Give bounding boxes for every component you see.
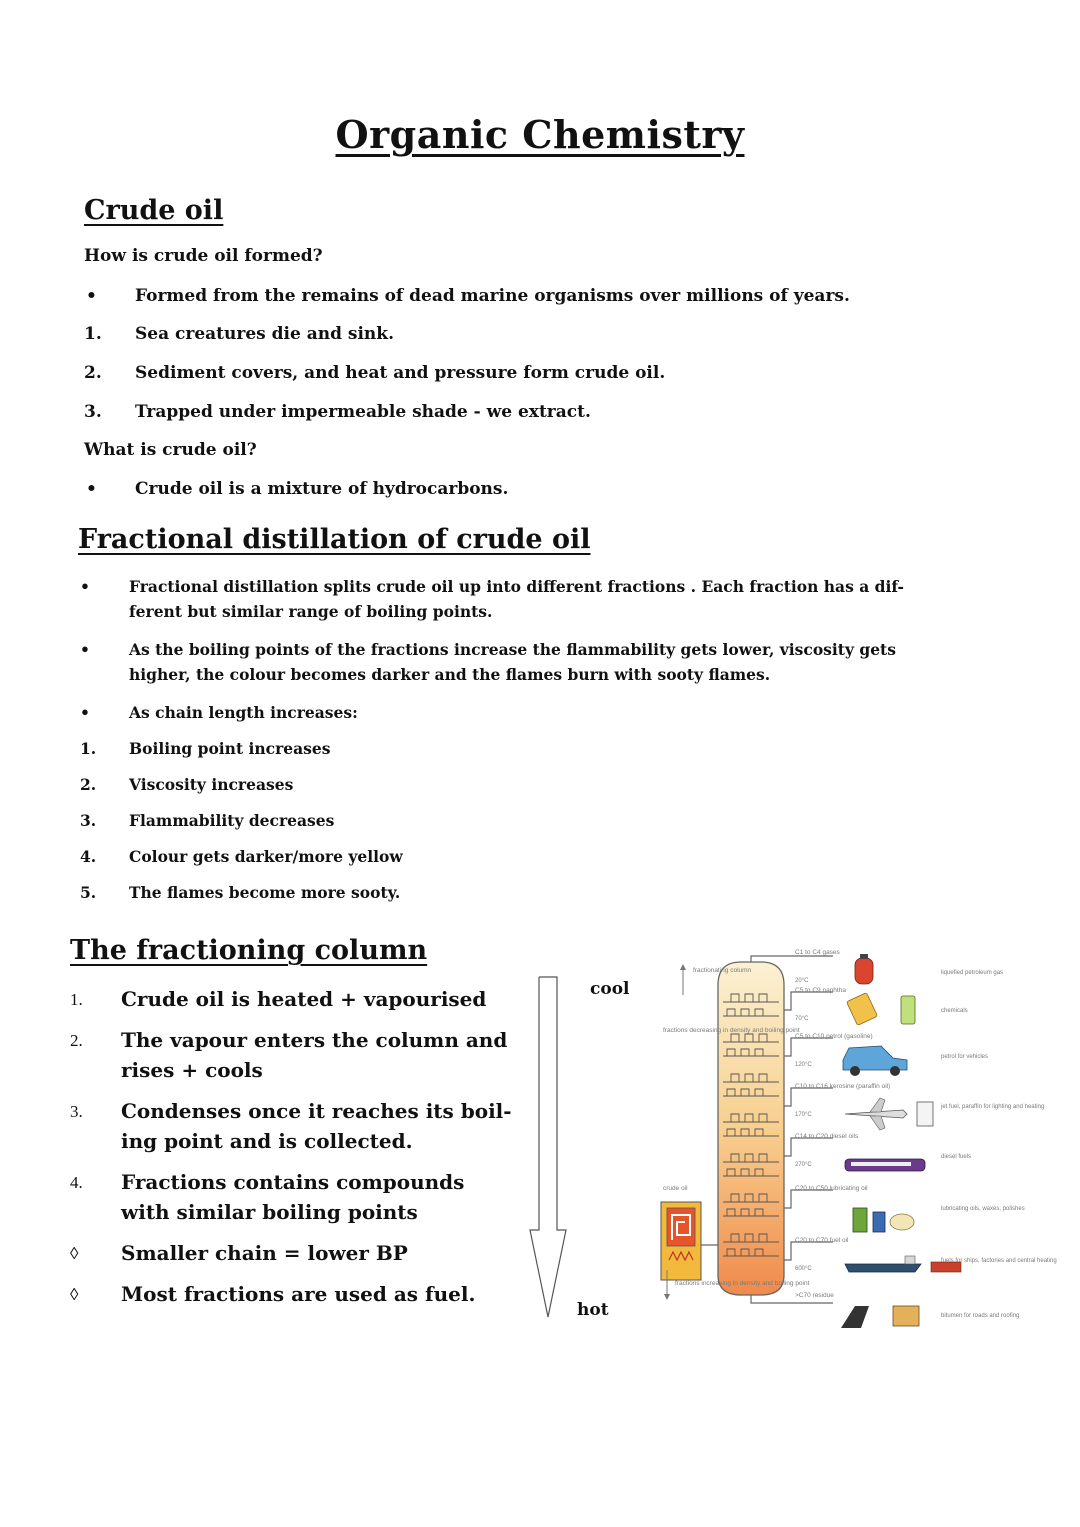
outlet-pipe: [751, 956, 833, 962]
list-item: Trapped under impermeable shade - we extract.: [135, 402, 591, 422]
outlet-pipe: [784, 1088, 833, 1106]
label-decreasing: fractions decreasing in density and boiling point: [663, 1027, 800, 1034]
fraction-range-label: C14 to C20 diesel oils: [795, 1133, 859, 1140]
list-marker: 2.: [80, 775, 97, 794]
train-icon: [845, 1159, 925, 1171]
list-marker: 3.: [70, 1102, 83, 1121]
fraction-temperature-label: 170°C: [795, 1112, 812, 1118]
fraction-use-label: jet fuel, paraffin for lighting and heating: [941, 1104, 1045, 1110]
list-marker: •: [86, 286, 97, 306]
list-marker: •: [86, 479, 97, 499]
list-item: Viscosity increases: [129, 775, 294, 794]
list-marker: 2.: [70, 1031, 83, 1050]
paragraph-line: Fractional distillation splits crude oil up into different fractions . Each fraction has a dif-: [129, 577, 904, 596]
fraction-use-label: diesel fuels: [941, 1154, 972, 1160]
list-marker: 5.: [80, 883, 97, 902]
fraction-range-label: >C70 residue: [795, 1292, 834, 1299]
fractional-heading: Fractional distillation of crude oil: [78, 524, 591, 555]
list-marker: 3.: [80, 811, 97, 830]
fraction-use-label: petrol for vehicles: [941, 1054, 989, 1060]
fraction-temperature-label: 600°C: [795, 1266, 812, 1272]
fraction-range-label: C1 to C4 gases: [795, 949, 840, 956]
list-item: Crude oil is heated + vapourised: [121, 987, 487, 1011]
list-marker: 4.: [80, 847, 97, 866]
paragraph-line: As the boiling points of the fractions increase the flammability gets lower, viscosity gets: [129, 640, 896, 659]
paragraph-line: As chain length increases:: [129, 703, 358, 722]
list-marker: 1.: [70, 990, 83, 1009]
chemicals-icon: [847, 993, 915, 1026]
page-title: Organic Chemistry: [335, 112, 745, 157]
list-item: Fractions contains compounds: [121, 1170, 465, 1194]
outlet-pipe: [784, 1242, 833, 1260]
list-item: Sediment covers, and heat and pressure form crude oil.: [135, 363, 666, 383]
gas-cylinder-icon: [855, 954, 873, 984]
fraction-range-label: C10 to C16 kerosine (paraffin oil): [795, 1083, 891, 1090]
fraction-use-label: lubricating oils, waxes, polishes: [941, 1206, 1025, 1212]
paragraph-line: ferent but similar range of boiling points.: [129, 602, 493, 621]
outlet-pipe: [784, 1138, 833, 1156]
list-marker: 4.: [70, 1173, 83, 1192]
list-item: Colour gets darker/more yellow: [129, 847, 403, 866]
fraction-use-label: liquefied petroleum gas: [941, 970, 1004, 976]
list-item: rises + cools: [121, 1058, 263, 1082]
question-formed: How is crude oil formed?: [84, 246, 323, 266]
column-body: [718, 962, 784, 1295]
list-item: The vapour enters the column and: [121, 1028, 508, 1052]
fraction-temperature-label: 270°C: [795, 1162, 812, 1168]
list-marker: 1.: [84, 324, 102, 344]
list-item: Formed from the remains of dead marine organisms over millions of years.: [135, 286, 850, 306]
list-item: with similar boiling points: [121, 1200, 418, 1224]
list-marker: 2.: [84, 363, 102, 383]
column-heading: The fractioning column: [70, 935, 428, 966]
cool-label: cool: [590, 979, 630, 999]
crude-oil-heading: Crude oil: [84, 195, 224, 226]
list-item: ing point and is collected.: [121, 1129, 413, 1153]
outlet-pipe: [784, 1190, 833, 1208]
list-marker: ◊: [70, 1285, 79, 1304]
label-increasing: fractions increasing in density and boiling point: [675, 1280, 810, 1287]
fractionating-column-diagram: [655, 940, 1057, 1330]
fraction-range-label: C5 to C9 naphtha: [795, 987, 846, 994]
list-item: Boiling point increases: [129, 739, 331, 758]
bullet-marker: •: [80, 640, 90, 659]
road-icon: [841, 1306, 919, 1328]
bullet-marker: •: [80, 577, 90, 596]
fraction-use-label: chemicals: [941, 1008, 968, 1014]
fraction-range-label: C5 to C10 petrol (gasoline): [795, 1033, 873, 1040]
oil-can-icon: [853, 1208, 914, 1232]
fraction-temperature-label: 70°C: [795, 1016, 809, 1022]
fraction-use-label: fuels for ships, factories and central heating: [941, 1258, 1057, 1264]
list-item: Most fractions are used as fuel.: [121, 1282, 476, 1306]
question-what: What is crude oil?: [84, 440, 257, 460]
list-item: Flammability decreases: [129, 811, 335, 830]
fraction-range-label: C20 to C70 fuel oil: [795, 1237, 849, 1244]
fraction-use-label: bitumen for roads and roofing: [941, 1313, 1020, 1319]
car-icon: [843, 1046, 907, 1076]
list-item: Smaller chain = lower BP: [121, 1241, 408, 1265]
bullet-marker: •: [80, 703, 90, 722]
paragraph-line: higher, the colour becomes darker and the flames burn with sooty flames.: [129, 665, 771, 684]
aeroplane-icon: [845, 1098, 933, 1130]
fraction-temperature-label: 20°C: [795, 978, 809, 984]
list-item: Condenses once it reaches its boil-: [121, 1099, 512, 1123]
list-item: Crude oil is a mixture of hydrocarbons.: [135, 479, 509, 499]
label-fractionating-column: fractionating column: [693, 967, 752, 974]
list-marker: 3.: [84, 402, 102, 422]
label-crude-oil: crude oil: [663, 1185, 688, 1192]
list-item: The flames become more sooty.: [129, 883, 401, 902]
list-marker: 1.: [80, 739, 97, 758]
temperature-arrow: [528, 975, 568, 1320]
list-marker: ◊: [70, 1244, 79, 1263]
outlet-pipe: [784, 992, 833, 1010]
hot-label: hot: [577, 1300, 609, 1320]
fraction-temperature-label: 120°C: [795, 1062, 812, 1068]
outlet-pipe: [784, 1038, 833, 1056]
fraction-range-label: C20 to C50 lubricating oil: [795, 1185, 868, 1192]
list-item: Sea creatures die and sink.: [135, 324, 394, 344]
